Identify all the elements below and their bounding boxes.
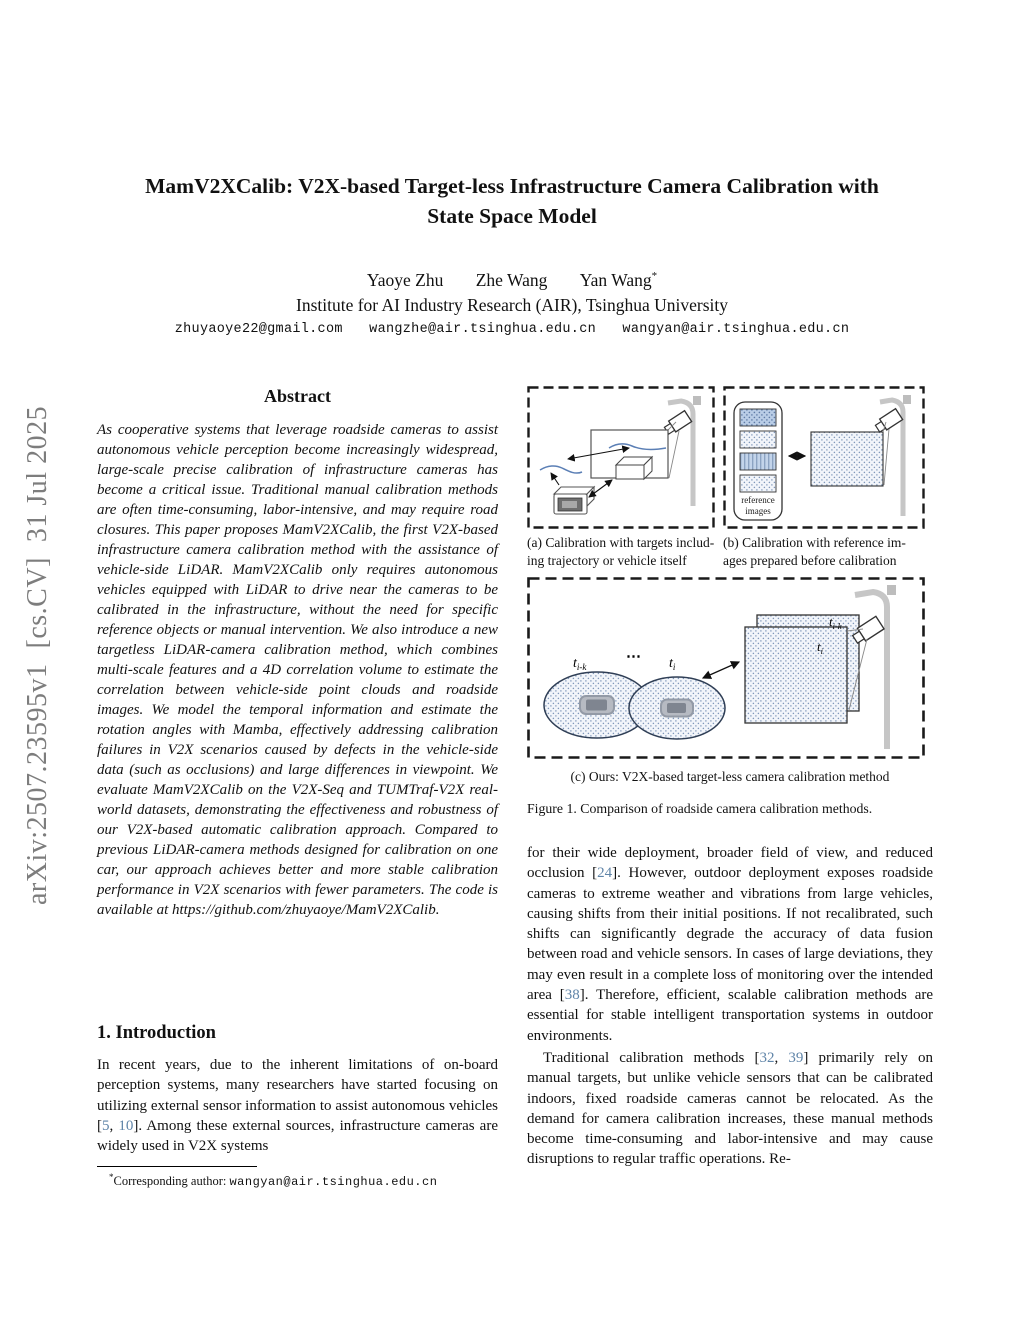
author-email: wangzhe@air.tsinghua.edu.cn: [369, 322, 597, 337]
caption-c: (c) Ours: V2X-based target-less camera calibration method: [570, 769, 890, 784]
introduction-section: [97, 1023, 498, 1156]
citation-ref[interactable]: 5: [102, 1117, 110, 1134]
author-email: wangyan@air.tsinghua.edu.cn: [622, 322, 850, 337]
ellipsis-label: ⋯: [626, 649, 641, 665]
footnote-rule: [97, 1166, 257, 1167]
author-list: [0, 270, 1024, 291]
car-icon: [580, 696, 614, 714]
footnote-marker: *: [109, 1172, 114, 1182]
subfigure-b: [723, 386, 925, 529]
figure-1-caption: Figure 1. Comparison of roadside camera calibration methods.: [527, 801, 873, 816]
paper-title-line1: MamV2XCalib: V2X-based Target-less Infrastructure Camera Calibration with: [145, 174, 879, 198]
caption-a: (a) Calibration with targets includ- ing trajectory or vehicle itself: [527, 535, 715, 568]
author-email: zhuyaoye22@gmail.com: [174, 322, 343, 337]
label-t-i-k: $t_{i-k}$: [573, 656, 587, 672]
code-repository-link[interactable]: https://github.com/zhuyaoye/MamV2XCalib: [172, 902, 436, 918]
citation-ref[interactable]: 10: [118, 1117, 134, 1134]
introduction-heading: 1. Introduction: [97, 1023, 216, 1043]
right-column: [527, 386, 933, 1170]
right-column-text: [527, 843, 933, 1170]
left-column: [97, 386, 498, 920]
abstract-heading: Abstract: [264, 386, 331, 406]
affiliation: Institute for AI Industry Research (AIR), Tsinghua University: [296, 295, 728, 315]
subfigure-c: [527, 577, 925, 759]
author-emails: [0, 322, 1024, 337]
roadside-image-current: [745, 627, 847, 723]
author-name: Zhe Wang: [475, 270, 548, 290]
reference-images-label: reference: [741, 495, 775, 505]
svg-text:images: images: [745, 506, 771, 516]
footnote-label: Corresponding author:: [113, 1174, 230, 1189]
author-name: Yan Wang*: [579, 270, 658, 290]
subcaptions: [527, 534, 933, 569]
paper-title-line2: State Space Model: [427, 204, 597, 228]
footnote: [97, 1166, 498, 1189]
reference-images-panel: [734, 402, 782, 520]
arxiv-banner: arXiv:2507.23595v1 [cs.CV] 31 Jul 2025: [22, 405, 53, 905]
citation-ref[interactable]: 39: [788, 1049, 804, 1066]
body-paragraph: for their wide deployment, broader field of view, and reduced occlusion [24]. However, outdoor deployment exposes roadside cameras to extreme weather and vibrations from large vehicles, causing shifts from their initial positions. If not recalibrated, such shifts can significantly degrade the accuracy of data fusion between road and vehicle sensors. In cases of large deviations, they may even result in a complete loss of monitoring over the intended area [38]. Therefore, efficient, scalable calibration methods are essential for stable intelligent transportation systems in outdoor environments.: [527, 845, 934, 1044]
corresponding-author-marker: *: [651, 270, 658, 283]
figure-1-top-row: [527, 386, 933, 529]
citation-ref[interactable]: 32: [759, 1049, 775, 1066]
target-box-icon: [616, 457, 652, 479]
citation-ref[interactable]: 38: [564, 987, 580, 1004]
author-name: Yaoye Zhu: [366, 270, 444, 290]
label-image-t-i: $t_i$: [817, 639, 823, 656]
introduction-paragraph: In recent years, due to the inherent limitations of on-board perception systems, many researchers have started focusing on utilizing external sensor information to assist autonomous vehicles [5, 10]. Among these external sources, infrastructure cameras are widely used in V2X systems: [97, 1057, 498, 1155]
camera-image: [811, 432, 883, 486]
footnote-text: [97, 1172, 498, 1189]
subfigure-a: [527, 386, 715, 529]
footnote-email: wangyan@air.tsinghua.edu.cn: [229, 1175, 438, 1190]
label-image-t-i-k: $t_{i-k}$: [829, 614, 842, 631]
car-icon: [661, 700, 693, 717]
label-t-i: $t_i$: [669, 656, 676, 672]
paper-title: [60, 171, 964, 231]
body-paragraph: Traditional calibration methods [32, 39] primarily rely on manual targets, but unlike vehicle sensors that can be calibrated indoors, fixed roadside cameras cannot be relocated. As the demand for camera calibration increases, these manual methods become time-consuming and labor-intensive and may cause disruptions to regular traffic operations. Re-: [527, 1049, 933, 1168]
caption-b: (b) Calibration with reference im- ages prepared before calibration: [723, 535, 906, 568]
abstract-body: As cooperative systems that leverage roadside cameras to assist autonomous vehicle perception become increasingly widespread, large-scale precise calibration of infrastructure cameras has become a critical issue. Traditional manual calibration methods are often time-consuming, labor-intensive, and may require road closures. This paper proposes MamV2XCalib, the first V2X-based infrastructure camera calibration method with the assistance of vehicle-side LiDAR. MamV2XCalib only requires autonomous vehicles equipped with LiDAR to drive near the cameras to be calibrated in the infrastructure, without the need for specific reference objects or manual intervention. We also introduce a new targetless LiDAR-camera calibration method, which combines multi-scale features and a 4D correlation volume to estimate the correlation between vehicle-side point clouds and roadside images. We model the temporal information and estimate the rotation angles with Mamba, effectively addressing calibration failures in V2X scenarios caused by defects in the vehicle-side data (such as occlusions) and large differences in viewpoint. We evaluate MamV2XCalib on the V2X-Seq and TUMTraf-V2X real-world datasets, demonstrating the effectiveness and robustness of our V2X-based automatic calibration approach. Compared to previous LiDAR-camera methods designed for calibration on one car, our approach achieves better and more stable calibration performance in V2X scenarios with fewer parameters. The code is available at https://github.com/zhuyaoye/MamV2XCalib.: [97, 422, 498, 918]
citation-ref[interactable]: 24: [597, 865, 613, 882]
